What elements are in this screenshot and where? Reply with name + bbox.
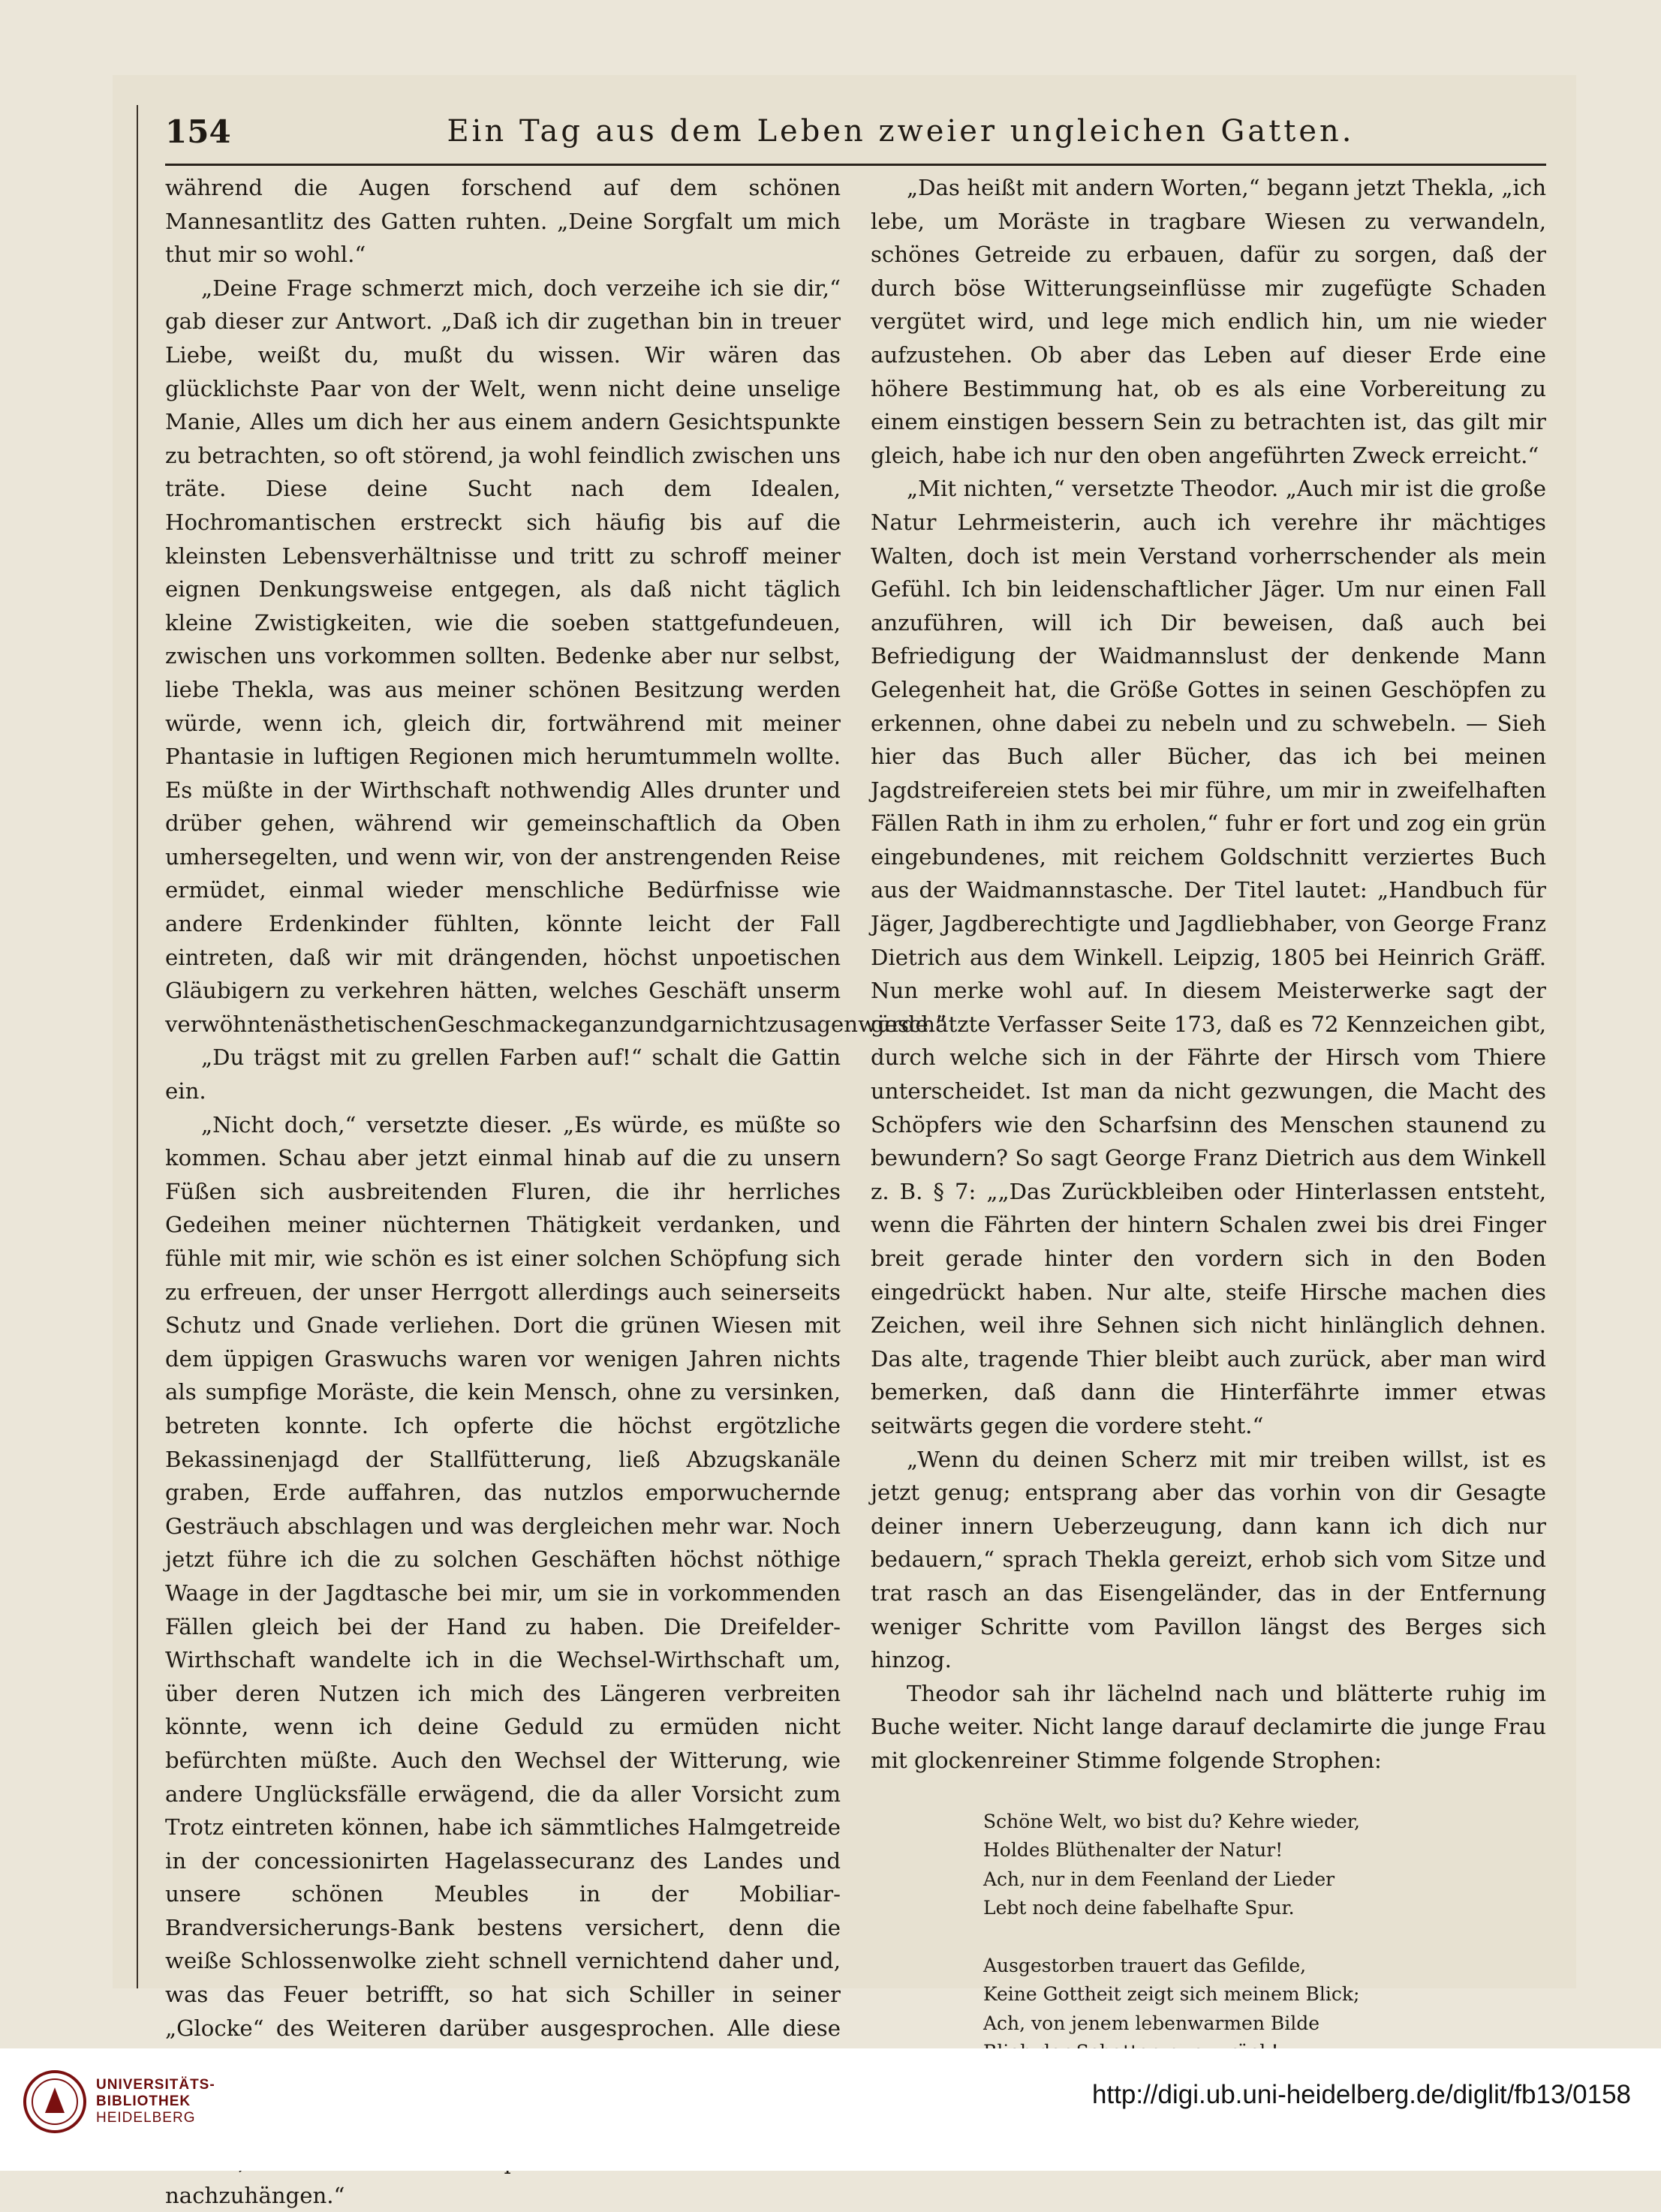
library-name-line: HEIDELBERG	[96, 2110, 196, 2126]
right-column	[871, 171, 1546, 2034]
page-header	[165, 105, 1546, 158]
poem-verse: Keine Gottheit zeigt sich meinem Blick;	[983, 1983, 1360, 2005]
university-seal-icon	[23, 2069, 87, 2134]
poem-verse: Lebt noch deine fabelhafte Spur.	[983, 1897, 1295, 1919]
paragraph: „Wenn du deinen Scherz mit mir treiben willst, ist es jetzt genug; entsprang aber das vorhin von dir Gesagte deiner innern Ueberzeugung, dann kann ich dich nur bedauern,“ sprach Thekla gereizt, erhob sich vom Sitze und trat rasch an das Eisengeländer, das in der Entfernung weniger Schritte vom Pavillon längst des Berges sich hinzog.	[871, 1446, 1546, 1673]
paragraph: „Das heißt mit andern Worten,“ begann jetzt Thekla, „ich lebe, um Moräste in tragbare Wiesen zu verwandeln, schönes Getreide zu erbauen, dafür zu sorgen, daß der durch böse Witterungseinflüsse mir zugefügte Schaden vergütet wird, und lege mich endlich hin, um nie wieder aufzustehen. Ob aber das Leben auf dieser Erde eine höhere Bestimmung hat, ob es als eine Vorbereitung zu einem einstigen bessern Sein zu betrachten ist, das gilt mir gleich, habe ich nur den oben angeführten Zweck erreicht.“	[871, 175, 1546, 468]
page-number: 154	[165, 113, 231, 150]
library-name	[96, 2077, 215, 2126]
poem-verse: Schöne Welt, wo bist du? Kehre wieder,	[983, 1810, 1360, 1832]
page-frame-rule	[137, 105, 138, 1988]
paragraph: „Du trägst mit zu grellen Farben auf!“ schalt die Gattin ein.	[165, 1044, 841, 1104]
paragraph: Theodor sah ihr lächelnd nach und blätterte ruhig im Buche weiter. Nicht lange darauf declamirte die junge Frau mit glockenreiner Stimme folgende Strophen:	[871, 1680, 1546, 1773]
library-name-line: BIBLIOTHEK	[96, 2093, 191, 2109]
footer-bar	[0, 2048, 1661, 2171]
poem-verse: Ach, nur in dem Feenland der Lieder	[983, 1868, 1335, 1890]
poem-verse: Ach, von jenem lebenwarmen Bilde	[983, 2012, 1320, 2034]
poem-verse: Holdes Blüthenalter der Natur!	[983, 1839, 1283, 1861]
library-name-line: UNIVERSITÄTS-	[96, 2077, 215, 2093]
source-url-link[interactable]: http://digi.ub.uni-heidelberg.de/diglit/fb13/0158	[1091, 2080, 1631, 2109]
left-column	[165, 171, 946, 2208]
poem-verse: Ausgestorben trauert das Gefilde,	[983, 1954, 1307, 1976]
paragraph: während die Augen forschend auf dem schönen Mannesantlitz des Gatten ruhten. „Deine Sorgfalt um mich thut mir so wohl.“	[165, 175, 841, 268]
paragraph: „Deine Frage schmerzt mich, doch verzeihe ich sie dir,“ gab dieser zur Antwort. „Daß ich dir zugethan bin in treuer Liebe, weißt du, mußt du wissen. Wir wären das glücklichste Paar von der Welt, wenn nicht deine unselige Manie, Alles um dich her aus einem andern Gesichtspunkte zu betrachten, so oft störend, ja wohl feindlich zwischen uns träte. Diese deine Sucht nach dem Idealen, Hochromantischen erstreckt sich häufig bis auf die kleinsten Lebensverhältnisse und tritt zu schroff meiner eignen Denkungsweise entgegen, als daß nicht täglich kleine Zwistigkeiten, wie die soeben stattgefundeuen, zwischen uns vorkommen sollten. Bedenke aber nur selbst, liebe Thekla, was aus meiner schönen Besitzung werden würde, wenn ich, gleich dir, fortwährend mit meiner Phantasie in luftigen Regionen mich herumtummeln wollte. Es müßte in der Wirthschaft nothwendig Alles drunter und drüber gehen, während wir gemeinschaftlich da Oben umhersegelten, und wenn wir, von der anstrengenden Reise ermüdet, einmal wieder menschliche Bedürfnisse wie andere Erdenkinder fühlten, könnte leicht der Fall eintreten, daß wir mit drängenden, höchst unpoetischen Gläubigern zu verkehren hätten, welches Geschäft unserm verwöhntenästhetischenGeschmackeganzundgarnichtzusagenwürde.“	[165, 275, 946, 1037]
paragraph: „Mit nichten,“ versetzte Theodor. „Auch mir ist die große Natur Lehrmeisterin, auch ich verehre ihr mächtiges Walten, doch ist mein Verstand vorherrschender als mein Gefühl. Ich bin leidenschaftlicher Jäger. Um nur einen Fall anzuführen, will ich Dir beweisen, daß auch bei Befriedigung der Waidmannslust der denkende Mann Gelegenheit hat, die Größe Gottes in seinen Geschöpfen zu erkennen, ohne dabei zu nebeln und zu schwebeln. — Sieh hier das Buch aller Bücher, das ich bei meinen Jagdstreifereien stets bei mir führe, um mir in zweifelhaften Fällen Rath in ihm zu erholen,“ fuhr er fort und zog ein grün eingebundenes, mit reichem Goldschnitt verziertes Buch aus der Waidmannstasche. Der Titel lautet: „Handbuch für Jäger, Jagdberechtigte und Jagdliebhaber, von George Franz Dietrich aus dem Winkell. Leipzig, 1805 bei Heinrich Gräff. Nun merke wohl auf. In diesem Meisterwerke sagt der geschätzte Verfasser Seite 173, daß es 72 Kennzeichen gibt, durch welche sich in der Fährte der Hirsch vom Thiere unterscheidet. Ist man da nicht gezwungen, die Macht des Schöpfers wie den Scharfsinn des Menschen staunend zu bewundern? So sagt George Franz Dietrich aus dem Winkell z. B. § 7: „„Das Zurückbleiben oder Hinterlassen entsteht, wenn die Fährten der hintern Schalen zwei bis drei Finger breit gerade hinter den vordern sich in den Boden eingedrückt haben. Nur alte, steife Hirsche machen dies Zeichen, weil ihre Sehnen sich nicht hinlänglich dehnen. Das alte, tragende Thier bleibt auch zurück, aber man wird bemerken, daß dann die Hinterfährte immer etwas seitwärts gegen die vordere steht.“	[871, 476, 1546, 1438]
poem	[983, 1808, 1546, 2067]
paragraph: „Nicht doch,“ versetzte dieser. „Es würde, es müßte so kommen. Schau aber jetzt einmal hinab auf die zu unsern Füßen sich ausbreitenden Fluren, die ihr herrliches Gedeihen meiner nüchternen Thätigkeit verdanken, und fühle mit mir, wie schön es ist einer solchen Schöpfung sich zu erfreuen, der unser Herrgott allerdings auch seinerseits Schutz und Gnade verliehen. Dort die grünen Wiesen mit dem üppigen Graswuchs waren vor wenigen Jahren nichts als sumpfige Moräste, die kein Mensch, ohne zu versinken, betreten konnte. Ich opferte die höchst ergötzliche Bekassinenjagd der Stallfütterung, ließ Abzugskanäle graben, Erde auffahren, das nutzlos emporwuchernde Gesträuch abschlagen und was dergleichen mehr war. Noch jetzt führe ich die zu solchen Geschäften höchst nöthige Waage in der Jagdtasche bei mir, um sie in vorkommenden Fällen gleich bei der Hand zu haben. Die Dreifelder-Wirthschaft wandelte ich in die Wechsel-Wirthschaft um, über deren Nutzen ich mich des Längeren verbreiten könnte, wenn ich deine Geduld zu ermüden nicht befürchten müßte. Auch den Wechsel der Witterung, wie andere Unglücksfälle erwägend, die da aller Vorsicht zum Trotz eintreten können, habe ich sämmtliches Halmgetreide in der concessionirten Hagelassecuranz des Landes und unsere schönen Meubles in der Mobiliar-Brandversicherungs-Bank bestens versichert, denn die weiße Schlossenwolke zieht schnell vernichtend daher und, was das Feuer betrifft, so hat sich Schiller in seiner „Glocke“ des Weiteren darüber ausgesprochen. Alle diese nachzuhängen.“	[165, 1111, 841, 2208]
poem-stanza	[983, 1808, 1546, 1923]
running-title: Ein Tag aus dem Leben zweier ungleichen Gatten.	[447, 114, 1355, 149]
header-divider	[165, 164, 1546, 166]
